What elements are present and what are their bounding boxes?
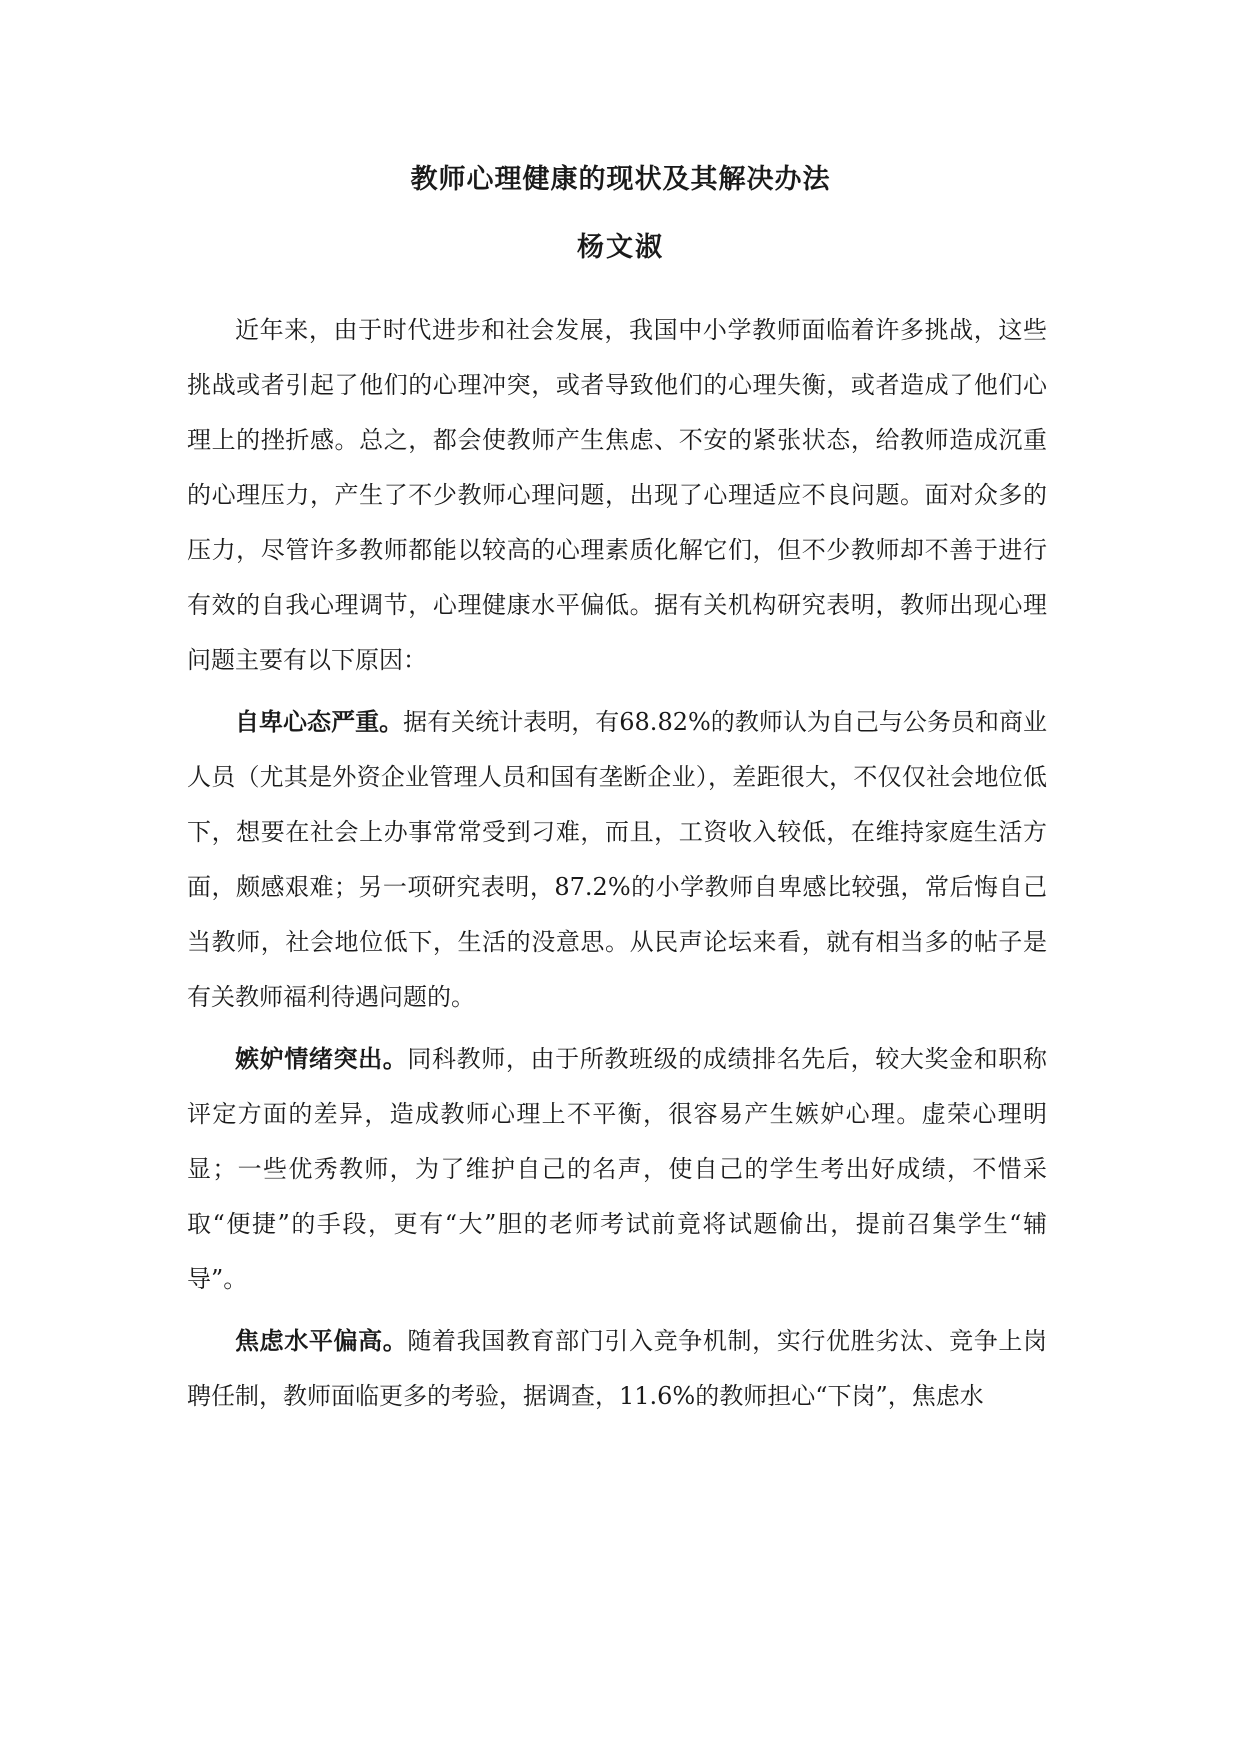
paragraph-jealousy — [187, 1031, 1047, 1307]
paragraph-inferiority — [187, 694, 1047, 1025]
paragraph-text: 同科教师，由于所教班级的成绩排名先后，较大奖金和职称评定方面的差异，造成教师心理上不平衡，很容易产生嫉妒心理。虚荣心理明显；一些优秀教师，为了维护自己的名声，使自己的学生考出好成绩，不惜采取“便捷”的手段，更有“大”胆的老师考试前竟将试题偷出，提前召集学生“辅导”。 — [187, 1045, 1047, 1293]
document-author: 杨文淑 — [577, 232, 664, 263]
document-title: 教师心理健康的现状及其解决办法 — [410, 164, 831, 195]
paragraph-lead: 焦虑水平偏高。 — [235, 1326, 408, 1355]
document-body — [187, 302, 1047, 1430]
paragraph-intro — [187, 302, 1047, 688]
paragraph-text: 据有关统计表明，有68.82%的教师认为自己与公务员和商业人员（尤其是外资企业管理人员和国有垄断企业），差距很大，不仅仅社会地位低下，想要在社会上办事常常受到刁难，而且，工资收入较低，在维持家庭生活方面，颇感艰难；另一项研究表明，87.2%的小学教师自卑感比较强，常后悔自己当教师，社会地位低下，生活的没意思。从民声论坛来看，就有相当多的帖子是有关教师福利待遇问题的。 — [187, 708, 1048, 1011]
paragraph-anxiety — [187, 1313, 1047, 1424]
paragraph-text: 随着我国教育部门引入竞争机制，实行优胜劣汰、竞争上岗聘任制，教师面临更多的考验，据调查，11.6%的教师担心“下岗”，焦虑水 — [187, 1327, 1047, 1410]
paragraph-lead: 自卑心态严重。 — [235, 707, 404, 736]
paragraph-lead: 嫉妒情绪突出。 — [235, 1044, 408, 1073]
paragraph-text: 近年来，由于时代进步和社会发展，我国中小学教师面临着许多挑战，这些挑战或者引起了他们的心理冲突，或者导致他们的心理失衡，或者造成了他们心理上的挫折感。总之，都会使教师产生焦虑、不安的紧张状态，给教师造成沉重的心理压力，产生了不少教师心理问题，出现了心理适应不良问题。面对众多的压力，尽管许多教师都能以较高的心理素质化解它们，但不少教师却不善于进行有效的自我心理调节，心理健康水平偏低。据有关机构研究表明，教师出现心理问题主要有以下原因： — [187, 316, 1047, 674]
